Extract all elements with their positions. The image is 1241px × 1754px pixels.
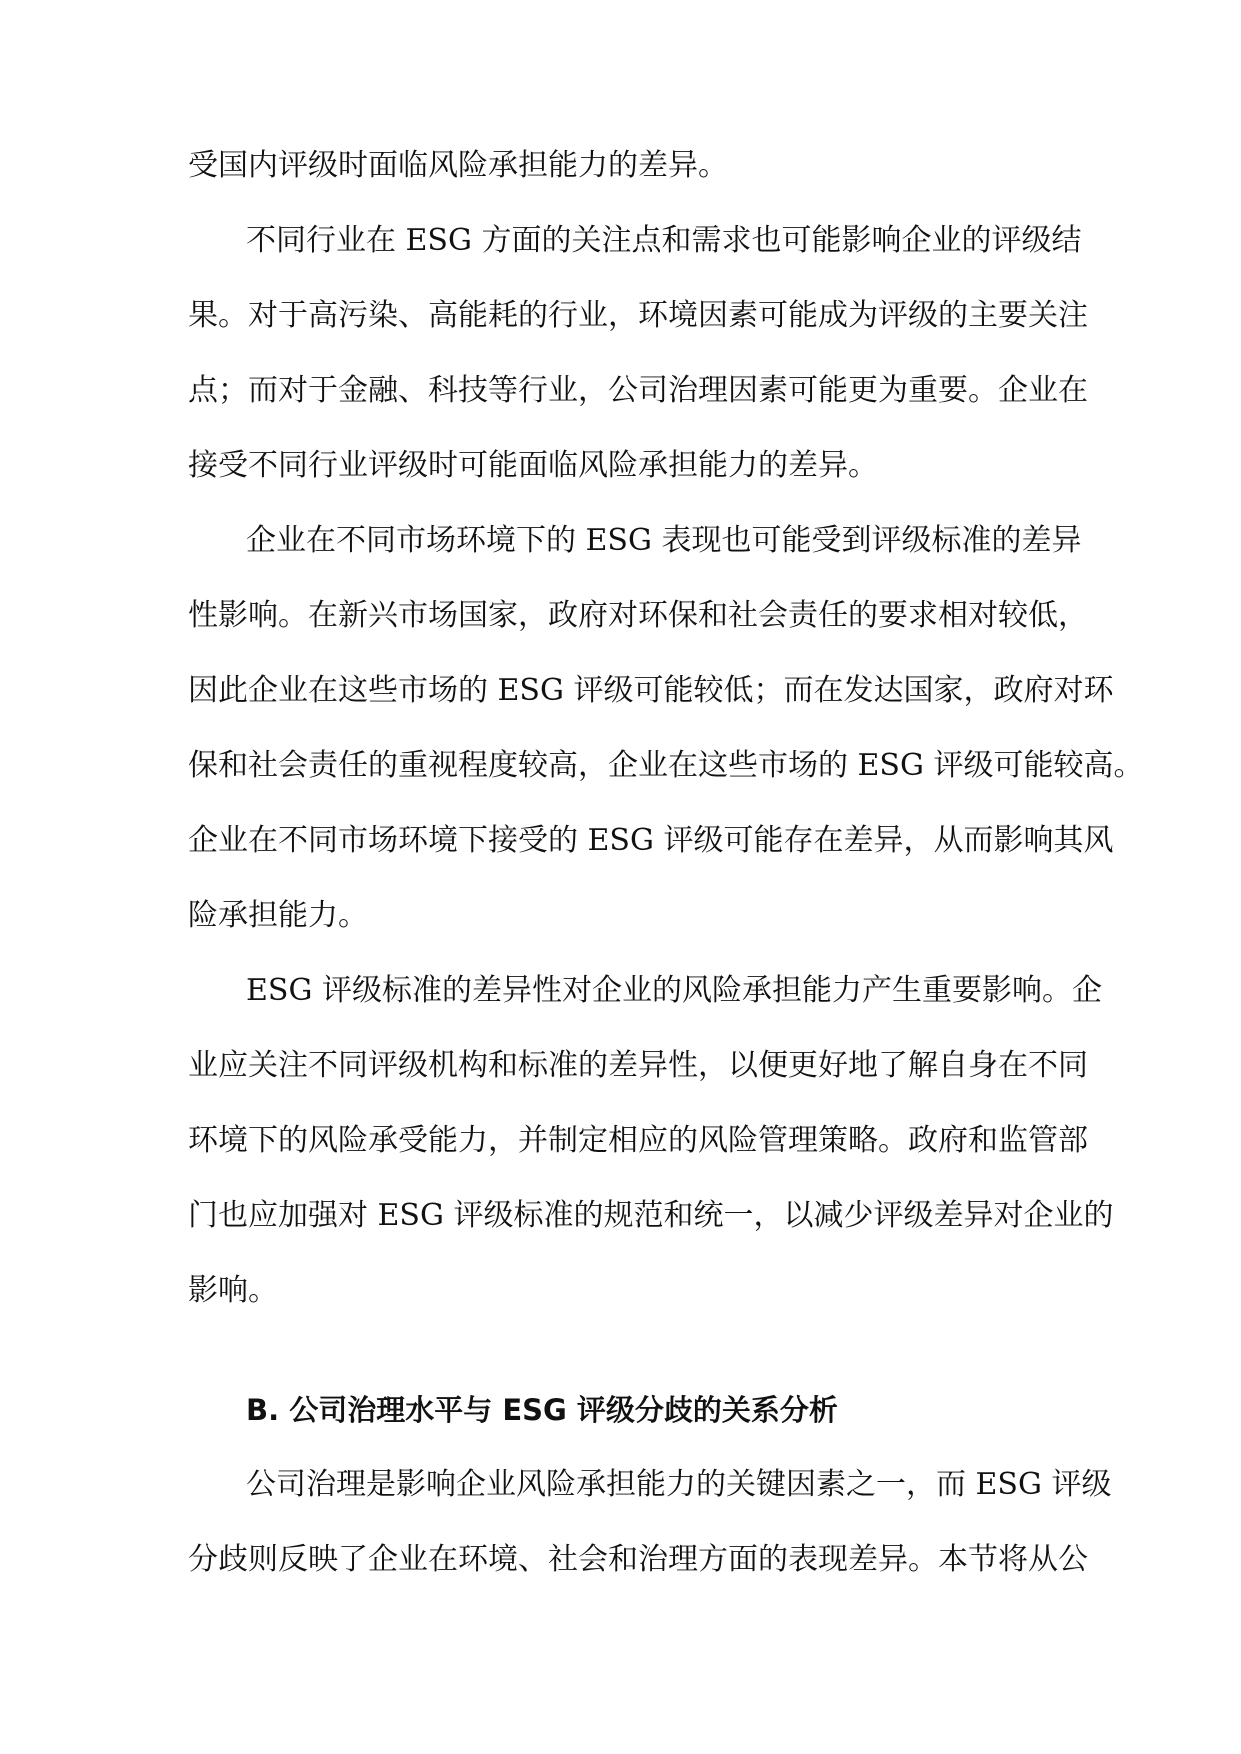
section-heading: B. 公司治理水平与 ESG 评级分歧的关系分析 (246, 1393, 838, 1427)
paragraph-start-line: 公司治理是影响企业风险承担能力的关键因素之一，而 ESG 评级 (246, 1467, 1112, 1502)
text-line: 企业在不同市场环境下接受的 ESG 评级可能存在差异，从而影响其风 (188, 823, 1114, 858)
text-line: 接受不同行业评级时可能面临风险承担能力的差异。 (188, 448, 878, 483)
text-line: 因此企业在这些市场的 ESG 评级可能较低；而在发达国家，政府对环 (188, 673, 1114, 708)
text-line: 受国内评级时面临风险承担能力的差异。 (188, 148, 728, 183)
text-line: 环境下的风险承受能力，并制定相应的风险管理策略。政府和监管部 (188, 1123, 1088, 1158)
text-line: 影响。 (188, 1273, 278, 1308)
text-line: 业应关注不同评级机构和标准的差异性，以便更好地了解自身在不同 (188, 1048, 1088, 1083)
paragraph-start-line: ESG 评级标准的差异性对企业的风险承担能力产生重要影响。企 (246, 973, 1102, 1008)
text-line: 点；而对于金融、科技等行业，公司治理因素可能更为重要。企业在 (188, 373, 1088, 408)
paragraph-start-line: 企业在不同市场环境下的 ESG 表现也可能受到评级标准的差异 (246, 523, 1082, 558)
text-line: 果。对于高污染、高能耗的行业，环境因素可能成为评级的主要关注 (188, 298, 1088, 333)
text-line: 门也应加强对 ESG 评级标准的规范和统一，以减少评级差异对企业的 (188, 1198, 1114, 1233)
paragraph-start-line: 不同行业在 ESG 方面的关注点和需求也可能影响企业的评级结 (246, 223, 1082, 258)
text-line: 险承担能力。 (188, 898, 368, 933)
text-line: 分歧则反映了企业在环境、社会和治理方面的表现差异。本节将从公 (188, 1542, 1088, 1577)
text-line: 保和社会责任的重视程度较高，企业在这些市场的 ESG 评级可能较高。 (188, 748, 1144, 783)
text-line: 性影响。在新兴市场国家，政府对环保和社会责任的要求相对较低， (188, 598, 1088, 633)
